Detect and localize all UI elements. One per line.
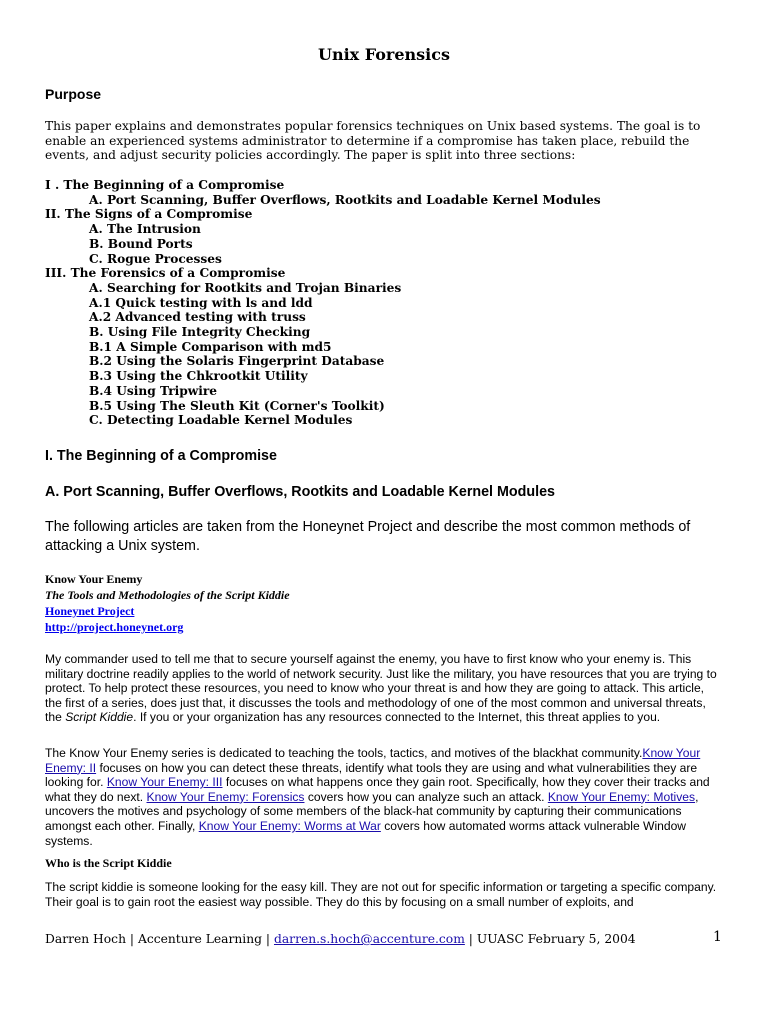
toc-item: B. Using File Integrity Checking <box>89 325 311 340</box>
toc-item: III. The Forensics of a Compromise <box>45 266 286 281</box>
document-title: Unix Forensics <box>317 45 450 64</box>
reference-title: Know Your Enemy <box>45 572 143 586</box>
toc-item: A. The Intrusion <box>89 222 201 237</box>
page-footer <box>45 932 636 946</box>
honeynet-url-link[interactable]: http://project.honeynet.org <box>45 620 184 634</box>
toc-item: II. The Signs of a Compromise <box>45 207 253 222</box>
body-paragraph <box>45 746 721 848</box>
kye-worms-link[interactable]: Know Your Enemy: Worms at War <box>198 818 381 833</box>
text-span: . If you or your organization has any resources connected to the Internet, this threat applies to you. <box>133 710 661 725</box>
toc-item: A. Port Scanning, Buffer Overflows, Rootkits and Loadable Kernel Modules <box>89 192 601 207</box>
toc-item: C. Detecting Loadable Kernel Modules <box>89 413 353 428</box>
toc-item: B.3 Using the Chkrootkit Utility <box>89 369 308 384</box>
text-span: focuses on how you can detect these threats, identify what tools they are using and what vulnerabilities they are looking for. <box>45 760 698 790</box>
footer-text: | UUASC February 5, 2004 <box>464 932 636 946</box>
text-span: The Know Your Enemy series is dedicated to teaching the tools, tactics, and motives of the blackhat community. <box>45 746 643 760</box>
kye-forensics-link[interactable]: Know Your Enemy: Forensics <box>146 789 305 804</box>
purpose-text: This paper explains and demonstrates popular forensics techniques on Unix based systems. The goal is to enable an experienced systems administrator to determine if a compromise has taken place, rebuild the events, and adjust security policies accordingly. The paper is split into three sections: <box>45 119 701 163</box>
page-number: 1 <box>713 929 722 945</box>
footer-text: Darren Hoch | Accenture Learning | <box>45 932 274 946</box>
author-email-link[interactable]: darren.s.hoch@accenture.com <box>273 932 465 946</box>
text-span: covers how automated worms attack vulnerable Window systems. <box>45 818 687 848</box>
text-span: covers how you can analyze such an attack. <box>304 789 548 804</box>
honeynet-project-link[interactable]: Honeynet Project <box>45 604 135 618</box>
toc-item: B.2 Using the Solaris Fingerprint Database <box>89 354 385 369</box>
toc-item: A. Searching for Rootkits and Trojan Binaries <box>89 280 402 295</box>
kye-3-link[interactable]: Know Your Enemy: III <box>106 775 223 790</box>
toc-item: A.1 Quick testing with ls and ldd <box>89 295 313 310</box>
body-paragraph: The script kiddie is someone looking for the easy kill. They are not out for specific information or targeting a specific company. Their goal is to gain root the easiest way possible. They do this by focusing on a small number of exploits, and <box>45 880 717 909</box>
emphasis-text: Script Kiddie <box>65 710 134 725</box>
toc-item: C. Rogue Processes <box>89 251 222 266</box>
kye-motives-link[interactable]: Know Your Enemy: Motives <box>547 789 696 804</box>
who-heading: Who is the Script Kiddie <box>45 856 172 870</box>
toc-item: A.2 Advanced testing with truss <box>89 310 306 325</box>
reference-block <box>45 571 290 635</box>
text-span: focuses on what happens once they gain root. Specifically, how they cover their tracks and what they do next. <box>45 775 710 804</box>
table-of-contents <box>45 178 601 428</box>
body-paragraph <box>45 652 721 725</box>
toc-item: I . The Beginning of a Compromise <box>45 178 285 192</box>
section-lead-text: The following articles are taken from the Honeynet Project and describe the most common methods of attacking a Unix system. <box>45 519 691 554</box>
toc-item: B.5 Using The Sleuth Kit (Corner's Toolkit) <box>89 398 385 413</box>
subsection-heading: A. Port Scanning, Buffer Overflows, Rootkits and Loadable Kernel Modules <box>45 484 555 500</box>
reference-subtitle: The Tools and Methodologies of the Script Kiddie <box>45 588 290 602</box>
toc-item: B.1 A Simple Comparison with md5 <box>89 339 332 354</box>
toc-item: B.4 Using Tripwire <box>89 383 218 398</box>
purpose-heading: Purpose <box>45 86 102 102</box>
kye-2-link[interactable]: Know Your Enemy: II <box>45 746 701 775</box>
text-span: My commander used to tell me that to secure yourself against the enemy, you have to first know who your enemy is. This military doctrine readily applies to the world of network security. Just like the military, you have resources that you are trying to protect. To help protect these resources, you need to know who your threat is and how they are going to attack. This article, the first of a series, does just that, it discusses the tools and methodology of one of the most common and universal threats, the <box>45 652 717 725</box>
text-span: , uncovers the motives and psychology of some members of the black-hat community by capturing their communications amongst each other. Finally, <box>45 789 699 833</box>
section-heading: I. The Beginning of a Compromise <box>45 448 277 464</box>
toc-item: B. Bound Ports <box>89 236 193 251</box>
